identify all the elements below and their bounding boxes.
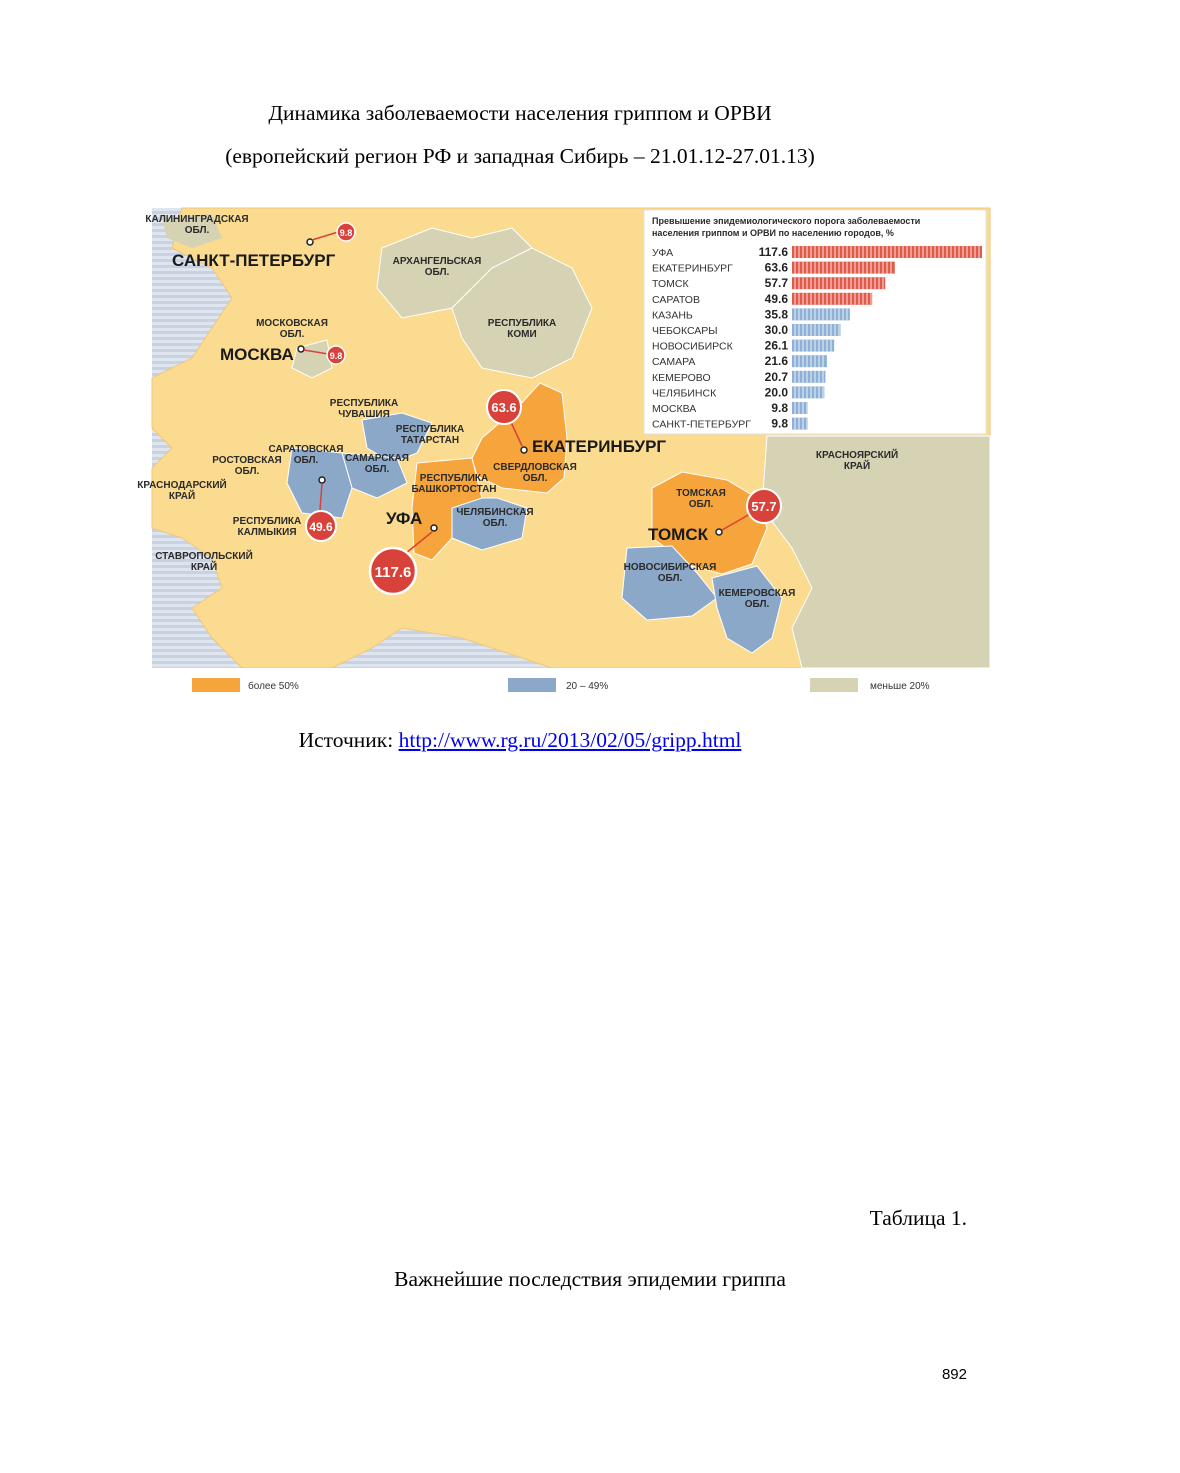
region-krasnoyarsk xyxy=(762,436,990,668)
city-label-spb: САНКТ-ПЕТЕРБУРГ xyxy=(172,251,336,270)
bubble-spb xyxy=(337,223,355,241)
inset-value-label: 49.6 xyxy=(764,291,788,306)
inset-category-label: ЧЕБОКСАРЫ xyxy=(652,325,718,337)
label-tomsk-obl-2: ОБЛ. xyxy=(688,499,714,510)
label-kaliningrad-2: ОБЛ. xyxy=(184,225,210,236)
table-label: Таблица 1. xyxy=(869,1206,967,1230)
source-label: Источник: xyxy=(298,728,394,752)
label-arkhangelsk: АРХАНГЕЛЬСКАЯ xyxy=(392,256,482,267)
inset-title-line2: населения гриппом и ОРВИ по населению городов, % xyxy=(652,228,894,238)
label-sverdlovsk: СВЕРДЛОВСКАЯ xyxy=(493,462,577,473)
inset-category-label: КЕМЕРОВО xyxy=(652,371,711,384)
label-tatarstan-2: ТАТАРСТАН xyxy=(400,435,460,446)
legend-label-mid: 20 – 49% xyxy=(566,681,609,692)
bubble-value-saratov: 49.6 xyxy=(309,520,333,534)
label-samara: САМАРСКАЯ xyxy=(345,453,409,464)
city-marker-ufa xyxy=(431,525,437,531)
label-chuvash-2: ЧУВАШИЯ xyxy=(338,409,390,420)
label-novosibirsk-2: ОБЛ. xyxy=(657,573,683,584)
bubble-moscow xyxy=(327,346,345,364)
label-sverdlovsk-2: ОБЛ. xyxy=(522,473,548,484)
label-samara-2: ОБЛ. xyxy=(364,464,390,475)
label-krasnodar-2: КРАЙ xyxy=(168,491,196,502)
label-chelyabinsk: ЧЕЛЯБИНСКАЯ xyxy=(456,507,534,518)
bubble-saratov xyxy=(306,511,336,541)
inset-category-label: ЕКАТЕРИНБУРГ xyxy=(652,262,733,275)
source-line xyxy=(0,728,1040,753)
label-kemerovo-2: ОБЛ. xyxy=(744,599,770,610)
label-kalmykia: РЕСПУБЛИКА xyxy=(232,516,302,527)
bubble-value-ekb: 63.6 xyxy=(491,400,517,415)
bubble-value-ufa: 117.6 xyxy=(374,564,412,581)
inset-bar xyxy=(792,308,850,320)
label-krasnoyarsk-2: КРАЙ xyxy=(843,461,871,472)
inset-bar xyxy=(792,418,808,430)
legend-swatch-high xyxy=(192,678,240,692)
city-label-ufa: УФА xyxy=(386,509,423,528)
legend-swatch-mid xyxy=(508,678,556,692)
bubble-ekb xyxy=(487,390,521,424)
inset-background xyxy=(644,210,986,434)
inset-category-label: САРАТОВ xyxy=(652,293,700,306)
inset-category-label: МОСКВА xyxy=(652,403,697,415)
inset-bar xyxy=(792,386,824,398)
label-tomsk-obl: ТОМСКАЯ xyxy=(676,488,726,499)
inset-value-label: 9.8 xyxy=(771,401,788,415)
inset-category-label: САМАРА xyxy=(652,356,696,369)
label-chelyabinsk-2: ОБЛ. xyxy=(482,518,508,529)
inset-title-line1: Превышение эпидемиологического порога заболеваемости xyxy=(652,216,921,226)
city-marker-ekb xyxy=(521,447,527,453)
inset-value-label: 9.8 xyxy=(771,416,788,431)
label-komi: РЕСПУБЛИКА xyxy=(487,318,557,329)
city-label-moscow: МОСКВА xyxy=(220,345,294,364)
inset-category-label: ТОМСК xyxy=(652,278,689,291)
inset-bar xyxy=(792,293,872,305)
legend-label-low: меньше 20% xyxy=(870,681,930,692)
label-moscow-obl-2: ОБЛ. xyxy=(279,329,305,340)
table-title: Важнейшие последствия эпидемии гриппа xyxy=(394,1267,786,1291)
city-label-tomsk: ТОМСК xyxy=(648,525,708,544)
inset-value-label: 21.6 xyxy=(764,354,788,369)
city-marker-tomsk xyxy=(716,529,722,535)
bubble-value-moscow: 9.8 xyxy=(329,351,343,361)
city-label-ekb: ЕКАТЕРИНБУРГ xyxy=(532,437,667,456)
inset-value-label: 63.6 xyxy=(764,260,788,275)
inset-category-label: САНКТ-ПЕТЕРБУРГ xyxy=(652,418,751,431)
inset-value-label: 57.7 xyxy=(764,276,788,291)
label-arkhangelsk-2: ОБЛ. xyxy=(424,267,450,278)
label-rostov: РОСТОВСКАЯ xyxy=(212,455,282,466)
legend-label-high: более 50% xyxy=(248,681,299,692)
page-number: 892 xyxy=(941,1366,967,1383)
label-stavropol: СТАВРОПОЛЬСКИЙ xyxy=(155,551,253,562)
bubble-value-tomsk: 57.7 xyxy=(751,499,777,514)
inset-bar xyxy=(792,340,834,352)
bubble-tomsk xyxy=(747,489,781,523)
bubble-value-spb: 9.8 xyxy=(339,228,353,238)
label-moscow-obl: МОСКОВСКАЯ xyxy=(256,318,328,329)
label-komi-2: КОМИ xyxy=(507,329,537,340)
inset-bar xyxy=(792,371,825,383)
document-title-line2: (европейский регион РФ и западная Сибирь – 21.01.12-27.01.13) xyxy=(225,144,815,168)
label-kalmykia-2: КАЛМЫКИЯ xyxy=(237,527,297,538)
inset-value-label: 30.0 xyxy=(764,323,788,337)
label-kemerovo: КЕМЕРОВСКАЯ xyxy=(718,588,796,599)
influenza-map-figure xyxy=(137,208,990,700)
label-bashkortostan-2: БАШКОРТОСТАН xyxy=(411,484,497,495)
label-rostov-2: ОБЛ. xyxy=(234,466,260,477)
inset-category-label: ЧЕЛЯБИНСК xyxy=(652,387,717,400)
bubble-ufa xyxy=(370,548,416,594)
label-krasnoyarsk: КРАСНОЯРСКИЙ xyxy=(815,450,899,461)
label-saratov-2: ОБЛ. xyxy=(293,455,319,466)
inset-value-label: 20.7 xyxy=(764,369,788,384)
city-marker-saratov xyxy=(319,477,325,483)
source-link[interactable]: http://www.rg.ru/2013/02/05/gripp.html xyxy=(398,728,742,752)
label-tatarstan: РЕСПУБЛИКА xyxy=(395,424,465,435)
legend-swatch-low xyxy=(810,678,858,692)
label-bashkortostan: РЕСПУБЛИКА xyxy=(419,473,489,484)
label-saratov: САРАТОВСКАЯ xyxy=(268,444,344,455)
inset-category-label: КАЗАНЬ xyxy=(652,309,693,322)
inset-bar xyxy=(792,402,808,414)
city-marker-moscow xyxy=(298,346,304,352)
inset-value-label: 20.0 xyxy=(764,385,788,400)
label-krasnodar: КРАСНОДАРСКИЙ xyxy=(137,480,227,491)
inset-value-label: 35.8 xyxy=(764,307,788,322)
label-chuvash: РЕСПУБЛИКА xyxy=(329,398,399,409)
inset-category-label: НОВОСИБИРСК xyxy=(652,340,733,353)
label-kaliningrad: КАЛИНИНГРАДСКАЯ xyxy=(145,214,249,225)
inset-value-label: 26.1 xyxy=(764,338,788,353)
inset-category-label: УФА xyxy=(652,247,674,259)
label-novosibirsk: НОВОСИБИРСКАЯ xyxy=(623,562,717,573)
label-stavropol-2: КРАЙ xyxy=(190,562,218,573)
inset-bar xyxy=(792,355,827,367)
inset-value-label: 117.6 xyxy=(758,245,788,259)
document-title-line1: Динамика заболеваемости населения гриппом и ОРВИ xyxy=(268,101,772,125)
inset-bar-chart xyxy=(644,210,986,434)
